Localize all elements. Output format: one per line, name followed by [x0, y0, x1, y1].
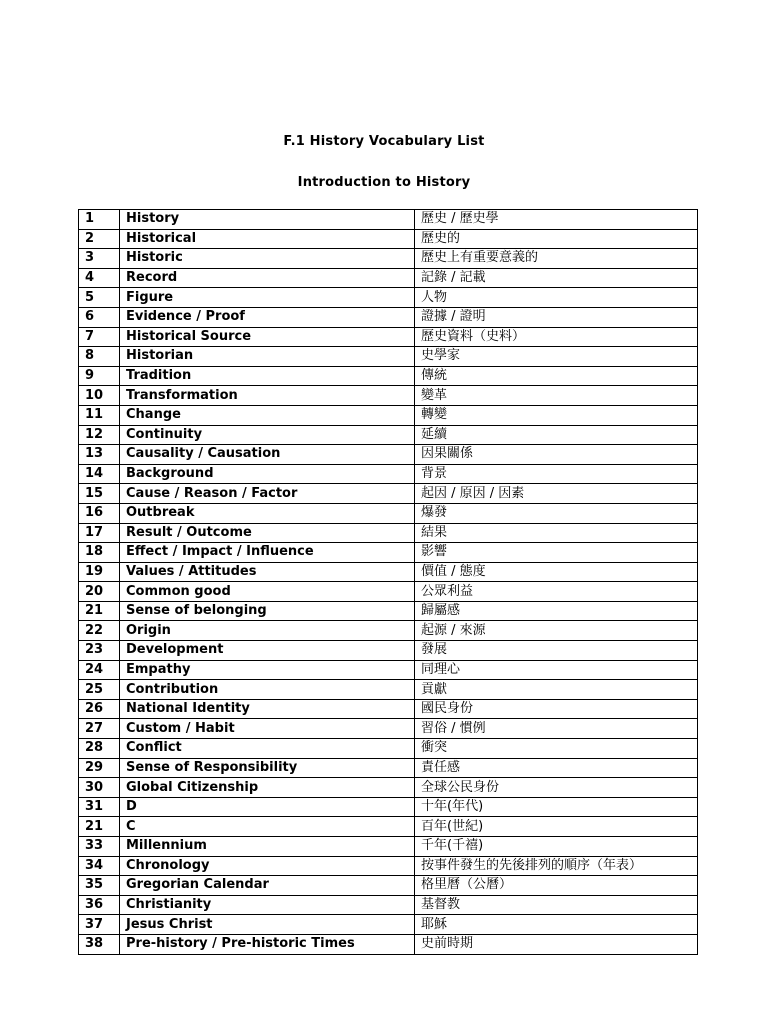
- row-number: 7: [79, 327, 120, 347]
- chinese-term: 貢獻: [415, 680, 698, 700]
- table-row: [79, 425, 698, 445]
- page-title: F.1 History Vocabulary List: [283, 134, 485, 149]
- vocabulary-table-body: [79, 210, 698, 955]
- table-row: [79, 249, 698, 269]
- chinese-term: 歷史 / 歷史學: [415, 210, 698, 230]
- table-row: [79, 699, 698, 719]
- table-row: [79, 601, 698, 621]
- row-number: 1: [79, 210, 120, 230]
- chinese-term: 結果: [415, 523, 698, 543]
- table-row: [79, 543, 698, 563]
- table-row: [79, 856, 698, 876]
- table-row: [79, 288, 698, 308]
- vocabulary-table: [78, 209, 698, 955]
- table-row: [79, 641, 698, 661]
- english-term: Development: [120, 641, 415, 661]
- chinese-term: 起源 / 來源: [415, 621, 698, 641]
- english-term: Historic: [120, 249, 415, 269]
- chinese-term: 人物: [415, 288, 698, 308]
- chinese-term: 公眾利益: [415, 582, 698, 602]
- row-number: 30: [79, 778, 120, 798]
- row-number: 9: [79, 366, 120, 386]
- english-term: Evidence / Proof: [120, 307, 415, 327]
- english-term: Figure: [120, 288, 415, 308]
- row-number: 4: [79, 268, 120, 288]
- row-number: 12: [79, 425, 120, 445]
- chinese-term: 歷史的: [415, 229, 698, 249]
- table-row: [79, 562, 698, 582]
- chinese-term: 責任感: [415, 758, 698, 778]
- table-row: [79, 405, 698, 425]
- english-term: Pre-history / Pre-historic Times: [120, 934, 415, 954]
- table-row: [79, 797, 698, 817]
- table-row: [79, 582, 698, 602]
- english-term: Christianity: [120, 895, 415, 915]
- table-row: [79, 347, 698, 367]
- table-row: [79, 327, 698, 347]
- row-number: 22: [79, 621, 120, 641]
- table-row: [79, 739, 698, 759]
- english-term: Chronology: [120, 856, 415, 876]
- table-row: [79, 778, 698, 798]
- english-term: Sense of Responsibility: [120, 758, 415, 778]
- table-row: [79, 307, 698, 327]
- chinese-term: 證據 / 證明: [415, 307, 698, 327]
- english-term: Gregorian Calendar: [120, 876, 415, 896]
- english-term: Background: [120, 464, 415, 484]
- chinese-term: 歷史上有重要意義的: [415, 249, 698, 269]
- row-number: 26: [79, 699, 120, 719]
- row-number: 10: [79, 386, 120, 406]
- table-row: [79, 386, 698, 406]
- english-term: Tradition: [120, 366, 415, 386]
- chinese-term: 按事件發生的先後排列的順序（年表）: [415, 856, 698, 876]
- row-number: 6: [79, 307, 120, 327]
- row-number: 13: [79, 445, 120, 465]
- table-row: [79, 484, 698, 504]
- row-number: 16: [79, 503, 120, 523]
- chinese-term: 因果關係: [415, 445, 698, 465]
- chinese-term: 歷史資料（史料）: [415, 327, 698, 347]
- row-number: 24: [79, 660, 120, 680]
- table-row: [79, 660, 698, 680]
- english-term: Contribution: [120, 680, 415, 700]
- row-number: 5: [79, 288, 120, 308]
- chinese-term: 轉變: [415, 405, 698, 425]
- english-term: Historical Source: [120, 327, 415, 347]
- chinese-term: 百年(世紀): [415, 817, 698, 837]
- table-row: [79, 366, 698, 386]
- row-number: 15: [79, 484, 120, 504]
- english-term: Effect / Impact / Influence: [120, 543, 415, 563]
- chinese-term: 背景: [415, 464, 698, 484]
- chinese-term: 千年(千禧): [415, 837, 698, 857]
- english-term: Global Citizenship: [120, 778, 415, 798]
- row-number: 25: [79, 680, 120, 700]
- row-number: 19: [79, 562, 120, 582]
- english-term: Transformation: [120, 386, 415, 406]
- table-row: [79, 895, 698, 915]
- english-term: Continuity: [120, 425, 415, 445]
- row-number: 34: [79, 856, 120, 876]
- chinese-term: 起因 / 原因 / 因素: [415, 484, 698, 504]
- table-row: [79, 934, 698, 954]
- page-subtitle: Introduction to History: [297, 175, 471, 190]
- row-number: 3: [79, 249, 120, 269]
- table-row: [79, 837, 698, 857]
- row-number: 38: [79, 934, 120, 954]
- english-term: Record: [120, 268, 415, 288]
- table-row: [79, 817, 698, 837]
- row-number: 27: [79, 719, 120, 739]
- english-term: Custom / Habit: [120, 719, 415, 739]
- row-number: 18: [79, 543, 120, 563]
- row-number: 21: [79, 817, 120, 837]
- chinese-term: 格里曆（公曆）: [415, 876, 698, 896]
- chinese-term: 衝突: [415, 739, 698, 759]
- table-row: [79, 503, 698, 523]
- chinese-term: 影響: [415, 543, 698, 563]
- table-row: [79, 210, 698, 230]
- chinese-term: 發展: [415, 641, 698, 661]
- table-row: [79, 758, 698, 778]
- chinese-term: 傳統: [415, 366, 698, 386]
- chinese-term: 全球公民身份: [415, 778, 698, 798]
- chinese-term: 爆發: [415, 503, 698, 523]
- table-row: [79, 680, 698, 700]
- english-term: Common good: [120, 582, 415, 602]
- row-number: 31: [79, 797, 120, 817]
- row-number: 17: [79, 523, 120, 543]
- english-term: Values / Attitudes: [120, 562, 415, 582]
- row-number: 23: [79, 641, 120, 661]
- row-number: 29: [79, 758, 120, 778]
- chinese-term: 歸屬感: [415, 601, 698, 621]
- chinese-term: 國民身份: [415, 699, 698, 719]
- chinese-term: 變革: [415, 386, 698, 406]
- english-term: C: [120, 817, 415, 837]
- chinese-term: 習俗 / 慣例: [415, 719, 698, 739]
- english-term: Origin: [120, 621, 415, 641]
- row-number: 2: [79, 229, 120, 249]
- row-number: 35: [79, 876, 120, 896]
- table-row: [79, 915, 698, 935]
- row-number: 33: [79, 837, 120, 857]
- table-row: [79, 719, 698, 739]
- english-term: History: [120, 210, 415, 230]
- english-term: National Identity: [120, 699, 415, 719]
- english-term: Causality / Causation: [120, 445, 415, 465]
- row-number: 28: [79, 739, 120, 759]
- english-term: Outbreak: [120, 503, 415, 523]
- chinese-term: 延續: [415, 425, 698, 445]
- row-number: 20: [79, 582, 120, 602]
- chinese-term: 史前時期: [415, 934, 698, 954]
- row-number: 14: [79, 464, 120, 484]
- row-number: 11: [79, 405, 120, 425]
- english-term: Jesus Christ: [120, 915, 415, 935]
- table-row: [79, 229, 698, 249]
- table-row: [79, 268, 698, 288]
- table-row: [79, 464, 698, 484]
- chinese-term: 耶穌: [415, 915, 698, 935]
- english-term: Conflict: [120, 739, 415, 759]
- table-row: [79, 445, 698, 465]
- english-term: Historical: [120, 229, 415, 249]
- chinese-term: 記錄 / 記載: [415, 268, 698, 288]
- english-term: Change: [120, 405, 415, 425]
- row-number: 8: [79, 347, 120, 367]
- english-term: Result / Outcome: [120, 523, 415, 543]
- english-term: Historian: [120, 347, 415, 367]
- english-term: D: [120, 797, 415, 817]
- row-number: 36: [79, 895, 120, 915]
- chinese-term: 價值 / 態度: [415, 562, 698, 582]
- chinese-term: 史學家: [415, 347, 698, 367]
- chinese-term: 基督教: [415, 895, 698, 915]
- english-term: Sense of belonging: [120, 601, 415, 621]
- table-row: [79, 523, 698, 543]
- row-number: 21: [79, 601, 120, 621]
- table-row: [79, 876, 698, 896]
- english-term: Millennium: [120, 837, 415, 857]
- table-row: [79, 621, 698, 641]
- chinese-term: 十年(年代): [415, 797, 698, 817]
- row-number: 37: [79, 915, 120, 935]
- english-term: Empathy: [120, 660, 415, 680]
- chinese-term: 同理心: [415, 660, 698, 680]
- english-term: Cause / Reason / Factor: [120, 484, 415, 504]
